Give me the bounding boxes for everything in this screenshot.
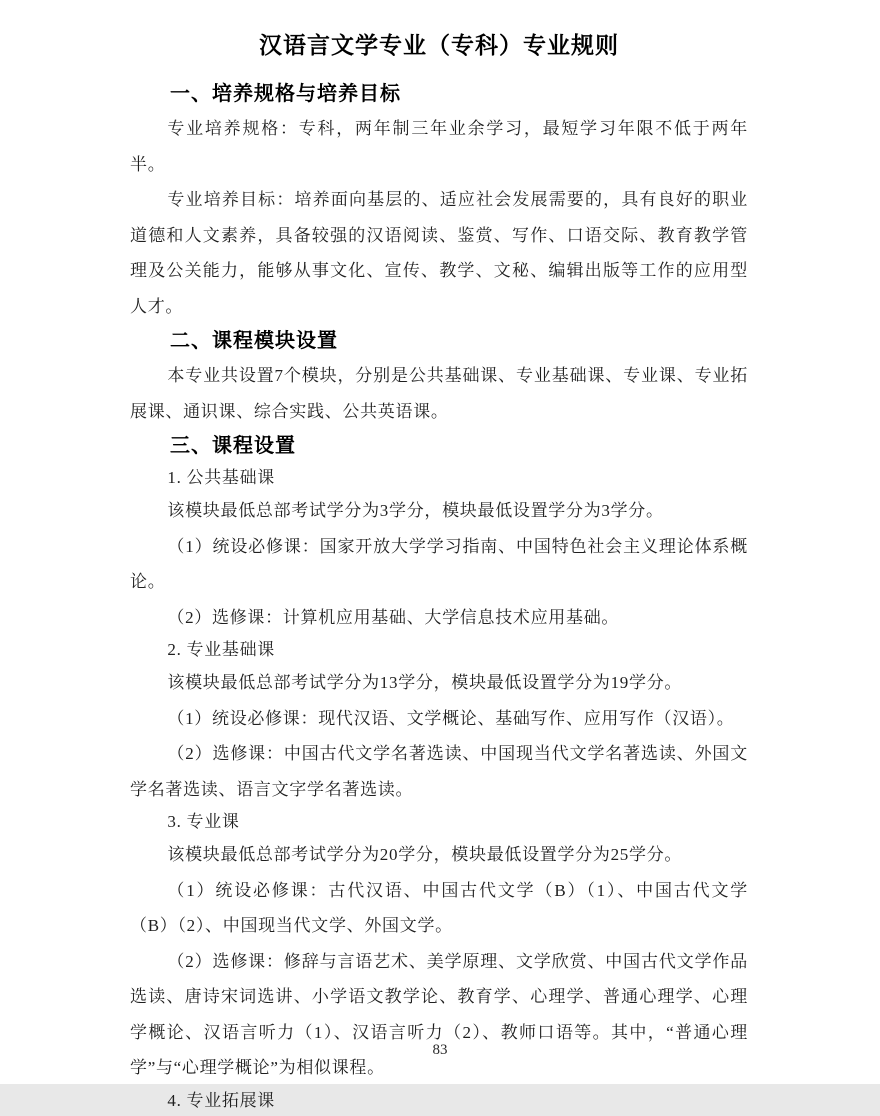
paragraph: 该模块最低总部考试学分为13学分，模块最低设置学分为19学分。 [167,673,683,692]
course-item-public-basic [130,463,748,635]
paragraph: （1）统设必修课：古代汉语、中国古代文学（B）（1）、中国古代文学（B）（2）、中国现当代文学、外国文学。 [130,880,748,935]
doc-title: 汉语言文学专业（专科）专业规则 [259,32,619,58]
paragraph: 该模块最低总部考试学分为20学分，模块最低设置学分为25学分。 [167,845,683,864]
course-item-label: 3. 专业课 [167,812,240,831]
paragraph: （2）选修课：修辞与言语艺术、美学原理、文学欣赏、中国古代文学作品选读、唐诗宋词选讲、小学语文教学论、教育学、心理学、普通心理学、心理学概论、汉语言听力（1）、汉语言听力（2）、教师口语等。其中，“普通心理学”与“心理学概论”为相似课程。 [130,951,748,1077]
section-heading: 二、课程模块设置 [170,330,338,352]
paragraph: 该模块最低总部考试学分为3学分，模块最低设置学分为3学分。 [167,501,664,520]
paragraph: （1）统设必修课：现代汉语、文学概论、基础写作、应用写作（汉语）。 [167,708,735,728]
paragraph: （2）选修课：计算机应用基础、大学信息技术应用基础。 [167,607,620,627]
page-number: 83 [432,1042,448,1058]
section-heading: 三、课程设置 [170,435,296,457]
course-item-label: 4. 专业拓展课 [167,1090,275,1110]
course-item-major-extension [130,1086,748,1116]
section-course-modules [130,324,748,429]
section-training-spec [130,77,748,324]
course-item-major-basic [130,635,748,807]
course-item-label: 1. 公共基础课 [167,468,275,487]
document-content [130,24,748,1116]
section-course-setup [130,429,748,1116]
paragraph: （1）统设必修课：国家开放大学学习指南、中国特色社会主义理论体系概论。 [130,536,748,591]
paragraph: 本专业共设置7个模块，分别是公共基础课、专业基础课、专业课、专业拓展课、通识课、综合实践、公共英语课。 [130,366,748,421]
paragraph: （2）选修课：中国古代文学名著选读、中国现当代文学名著选读、外国文学名著选读、语言文字学名著选读。 [130,744,748,799]
section-heading: 一、培养规格与培养目标 [170,83,401,105]
paragraph: 专业培养目标：培养面向基层的、适应社会发展需要的，具有良好的职业道德和人文素养，具备较强的汉语阅读、鉴赏、写作、口语交际、教育教学管理及公关能力，能够从事文化、宣传、教学、文秘、编辑出版等工作的应用型人才。 [130,190,748,316]
course-item-label: 2. 专业基础课 [167,640,275,659]
paragraph: 专业培养规格：专科，两年制三年业余学习，最短学习年限不低于两年半。 [130,119,748,174]
